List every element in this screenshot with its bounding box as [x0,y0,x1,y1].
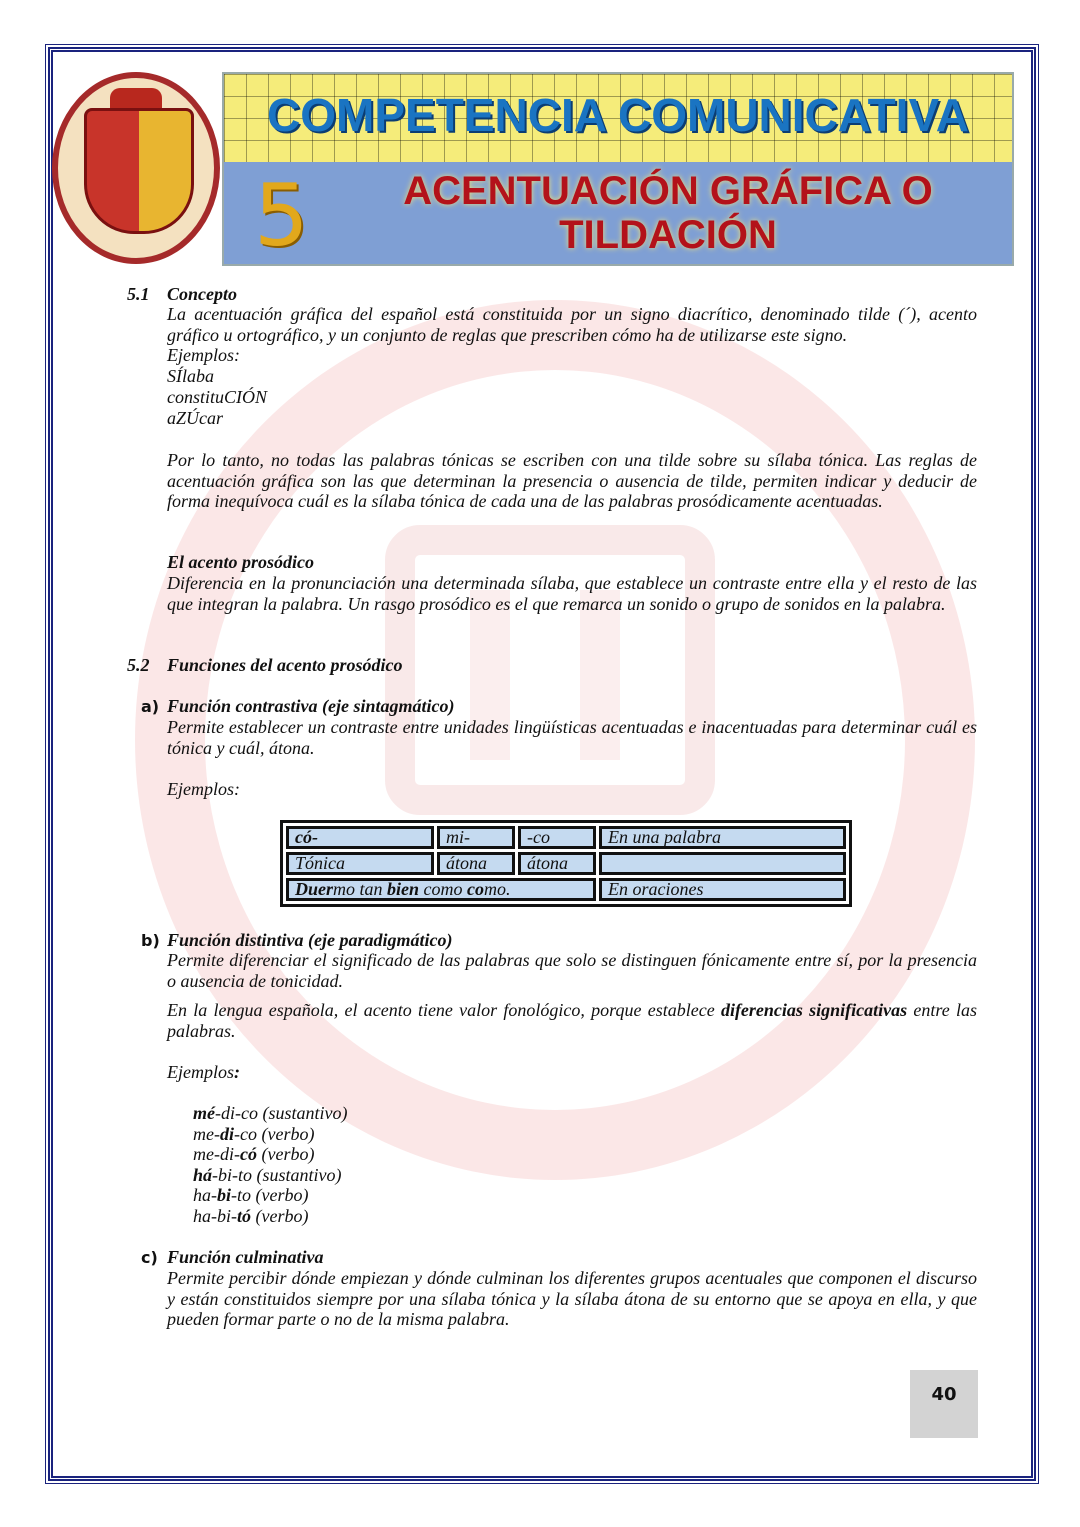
paragraph: Permite percibir dónde empiezan y dónde culminan los diferentes grupos acentuales que componen el discurso y están constituidos siempre por una sílaba tónica y la sílaba átona de su entorno que se apoya en ella, y que pueden formar parte o no de la misma palabra. [167,1268,977,1330]
paragraph: En la lengua española, el acento tiene valor fonológico, porque establece diferencias significativas entre las palabras. [167,1000,977,1041]
paragraph: Permite diferenciar el significado de las palabras que solo se distinguen fónicamente entre sí, por la presencia o ausencia de tonicidad. [167,950,977,991]
subsection-title: El acento prosódico [167,552,314,572]
banner-subtitle: ACENTUACIÓN GRÁFICA O TILDACIÓN [403,169,933,257]
banner-title: COMPETENCIA COMUNICATIVA [267,89,969,141]
section-number: 5.2 [127,655,150,675]
example-item: mé-di-co (sustantivo) [193,1103,348,1123]
examples-label: Ejemplos: [167,345,240,365]
page-number: 40 [910,1370,978,1438]
example-item: ha-bi-tó (verbo) [193,1205,309,1226]
example-item: me-di-co (verbo) [193,1123,315,1144]
examples-label: Ejemplos: [167,779,240,799]
paragraph: Por lo tanto, no todas las palabras tónicas se escriben con una tilde sobre su sílaba tónica. Las reglas de acentuación gráfica son las que determinan la presencia o ausencia de tilde, permiten indicar y deducir de forma inequívoca cuál es la sílaba tónica de cada una de las palabras prosódicamente acentuadas. [167,450,977,512]
example-item: me-di-có (verbo) [193,1144,315,1165]
example-item: aZÚcar [167,408,224,428]
example-list [193,1103,593,1227]
paragraph: Diferencia en la pronunciación una determinada sílaba, que establece un contraste entre ella y el resto de las que integran la palabra. Un rasgo prosódico es el que remarca un sonido o grupo de sonidos en la palabra. [167,573,977,614]
list-letter: c) [141,1248,158,1267]
examples-label: Ejemplos: [167,1062,240,1082]
list-letter: a) [141,697,160,716]
subsection-title: Función distintiva (eje paradigmático) [167,930,453,950]
paragraph: La acentuación gráfica del español está constituida por un signo diacrítico, denominado tilde (´), acento gráfico u ortográfico, y un conjunto de reglas que prescriben cómo ha de utilizarse este signo. [167,304,977,345]
section-title: Concepto [167,284,237,304]
university-seal-logo [52,72,220,264]
example-item: há-bi-to (sustantivo) [193,1164,342,1185]
syllable-table: có- mi- -co En una palabra Tónica átona átona Duermo tan bien como como. En oraciones [280,820,852,907]
section-title: Funciones del acento prosódico [167,655,403,675]
subsection-title: Función culminativa [167,1247,324,1267]
unit-number: 5 [254,166,309,266]
section-number: 5.1 [127,284,150,304]
paragraph: Permite establecer un contraste entre unidades lingüísticas acentuadas e inacentuadas para determinar cuál es tónica y cuál, átona. [167,717,977,758]
example-item: ha-bi-to (verbo) [193,1185,309,1206]
list-letter: b) [141,931,160,950]
example-item: constituCIÓN [167,387,268,407]
subsection-title: Función contrastiva (eje sintagmático) [167,696,455,716]
example-item: SÍlaba [167,366,214,386]
header-banner [222,72,1014,266]
